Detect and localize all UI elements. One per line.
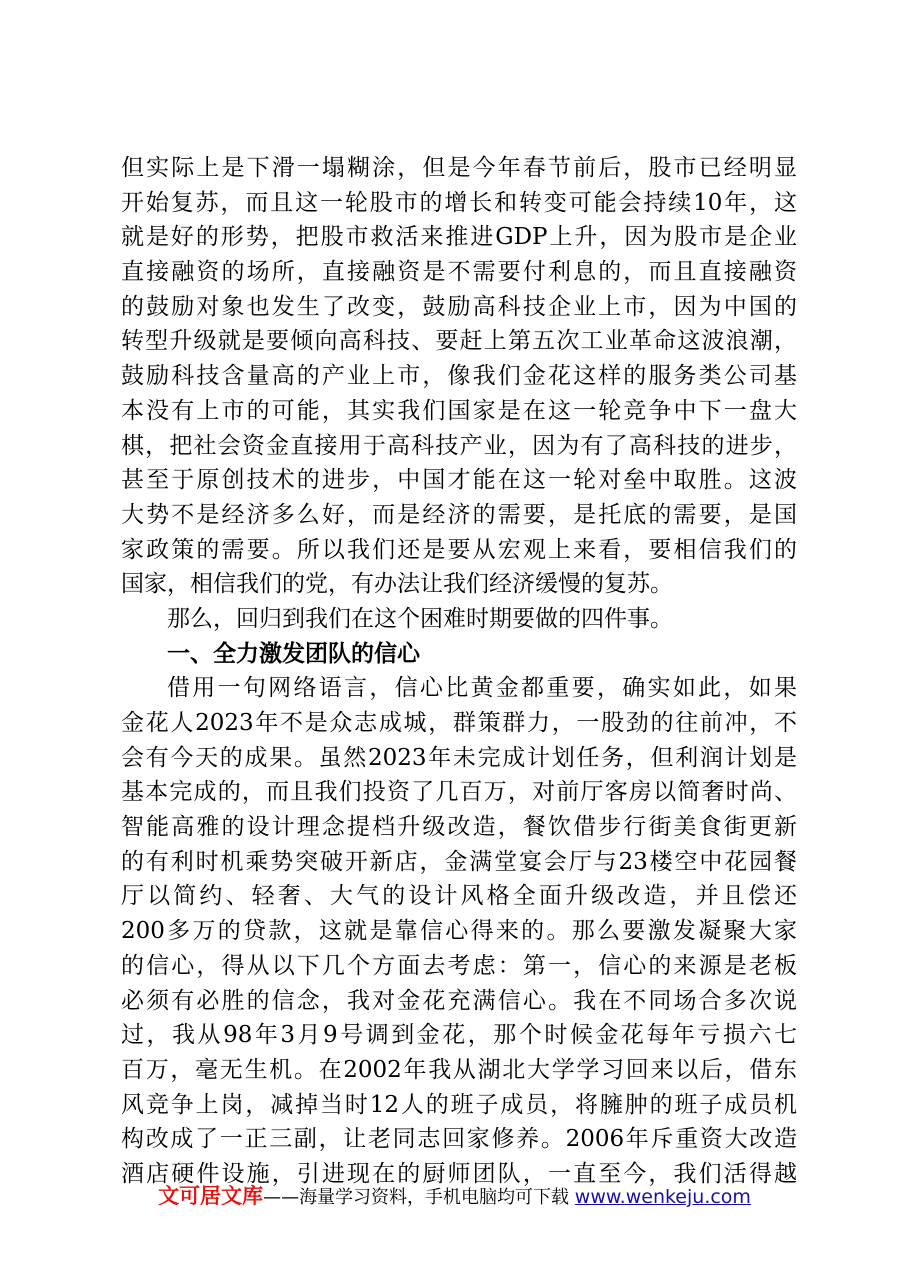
paragraph-line: 构改成了一正三副，让老同志回家修养。2006年斥重资大改造 [121, 1126, 797, 1153]
paragraph-line: 的鼓励对象也发生了改变，鼓励高科技企业上市，因为中国的 [121, 293, 797, 320]
footer-tagline: ——海量学习资料，手机电脑均可下载 [263, 1187, 570, 1208]
footer-banner [0, 1183, 909, 1211]
paragraph-line: 借用一句网络语言，信心比黄金都重要，确实如此，如果 [167, 675, 797, 702]
paragraph-line: 200多万的贷款，这就是靠信心得来的。那么要激发凝聚大家 [121, 918, 797, 945]
paragraph-line: 甚至于原创技术的进步，中国才能在这一轮对垒中取胜。这波 [121, 467, 797, 494]
section-heading: 一、全力激发团队的信心 [167, 639, 420, 667]
paragraph-line: 的有利时机乘势突破开新店，金满堂宴会厅与23楼空中花园餐 [121, 848, 797, 875]
paragraph-line: 必须有必胜的信念，我对金花充满信心。我在不同场合多次说 [121, 987, 797, 1014]
paragraph-line: 百万，毫无生机。在2002年我从湖北大学学习回来以后，借东 [121, 1056, 797, 1083]
paragraph-line: 厅以简约、轻奢、大气的设计风格全面升级改造，并且偿还 [121, 883, 797, 910]
paragraph-line: 国家，相信我们的党，有办法让我们经济缓慢的复苏。 [121, 571, 673, 598]
paragraph-line: 风竞争上岗，减掉当时12人的班子成员，将臃肿的班子成员机 [121, 1091, 797, 1118]
paragraph-line: 本没有上市的可能，其实我们国家是在这一轮竞争中下一盘大 [121, 397, 797, 424]
paragraph-line: 基本完成的，而且我们投资了几百万，对前厅客房以简奢时尚、 [121, 779, 797, 806]
paragraph-line: 棋，把社会资金直接用于高科技产业，因为有了高科技的进步， [121, 432, 797, 459]
paragraph-line: 转型升级就是要倾向高科技、要赶上第五次工业革命这波浪潮， [121, 328, 797, 355]
paragraph-line: 就是好的形势，把股市救活来推进GDP上升，因为股市是企业 [121, 224, 797, 251]
paragraph-line: 直接融资的场所，直接融资是不需要付利息的，而且直接融资 [121, 259, 797, 286]
paragraph-line: 大势不是经济多么好，而是经济的需要，是托底的需要，是国 [121, 501, 797, 528]
paragraph-line: 家政策的需要。所以我们还是要从宏观上来看，要相信我们的 [121, 536, 797, 563]
paragraph-line: 过，我从98年3月9号调到金花，那个时候金花每年亏损六七 [121, 1022, 797, 1049]
paragraph-line: 鼓励科技含量高的产业上市，像我们金花这样的服务类公司基 [121, 363, 797, 390]
footer-website-link[interactable]: www.wenkeju.com [574, 1186, 751, 1208]
paragraph-line: 的信心，得从以下几个方面去考虑：第一，信心的来源是老板 [121, 952, 797, 979]
paragraph-line: 金花人2023年不是众志成城，群策群力，一股劲的往前冲，不 [121, 710, 797, 736]
document-body [121, 151, 797, 1192]
paragraph-line: 会有今天的成果。虽然2023年未完成计划任务，但利润计划是 [121, 744, 797, 771]
paragraph-line: 但实际上是下滑一塌糊涂，但是今年春节前后，股市已经明显 [121, 155, 797, 181]
footer-brand: 文可居文库 [158, 1184, 264, 1208]
paragraph-line: 智能高雅的设计理念提档升级改造，餐饮借步行街美食街更新 [121, 814, 797, 841]
paragraph-line: 那么，回归到我们在这个困难时期要做的四件事。 [167, 605, 673, 632]
paragraph-line: 开始复苏，而且这一轮股市的增长和转变可能会持续10年，这 [121, 189, 797, 216]
paragraph-line: 酒店硬件设施，引进现在的厨师团队，一直至今，我们活得越 [121, 1160, 797, 1187]
